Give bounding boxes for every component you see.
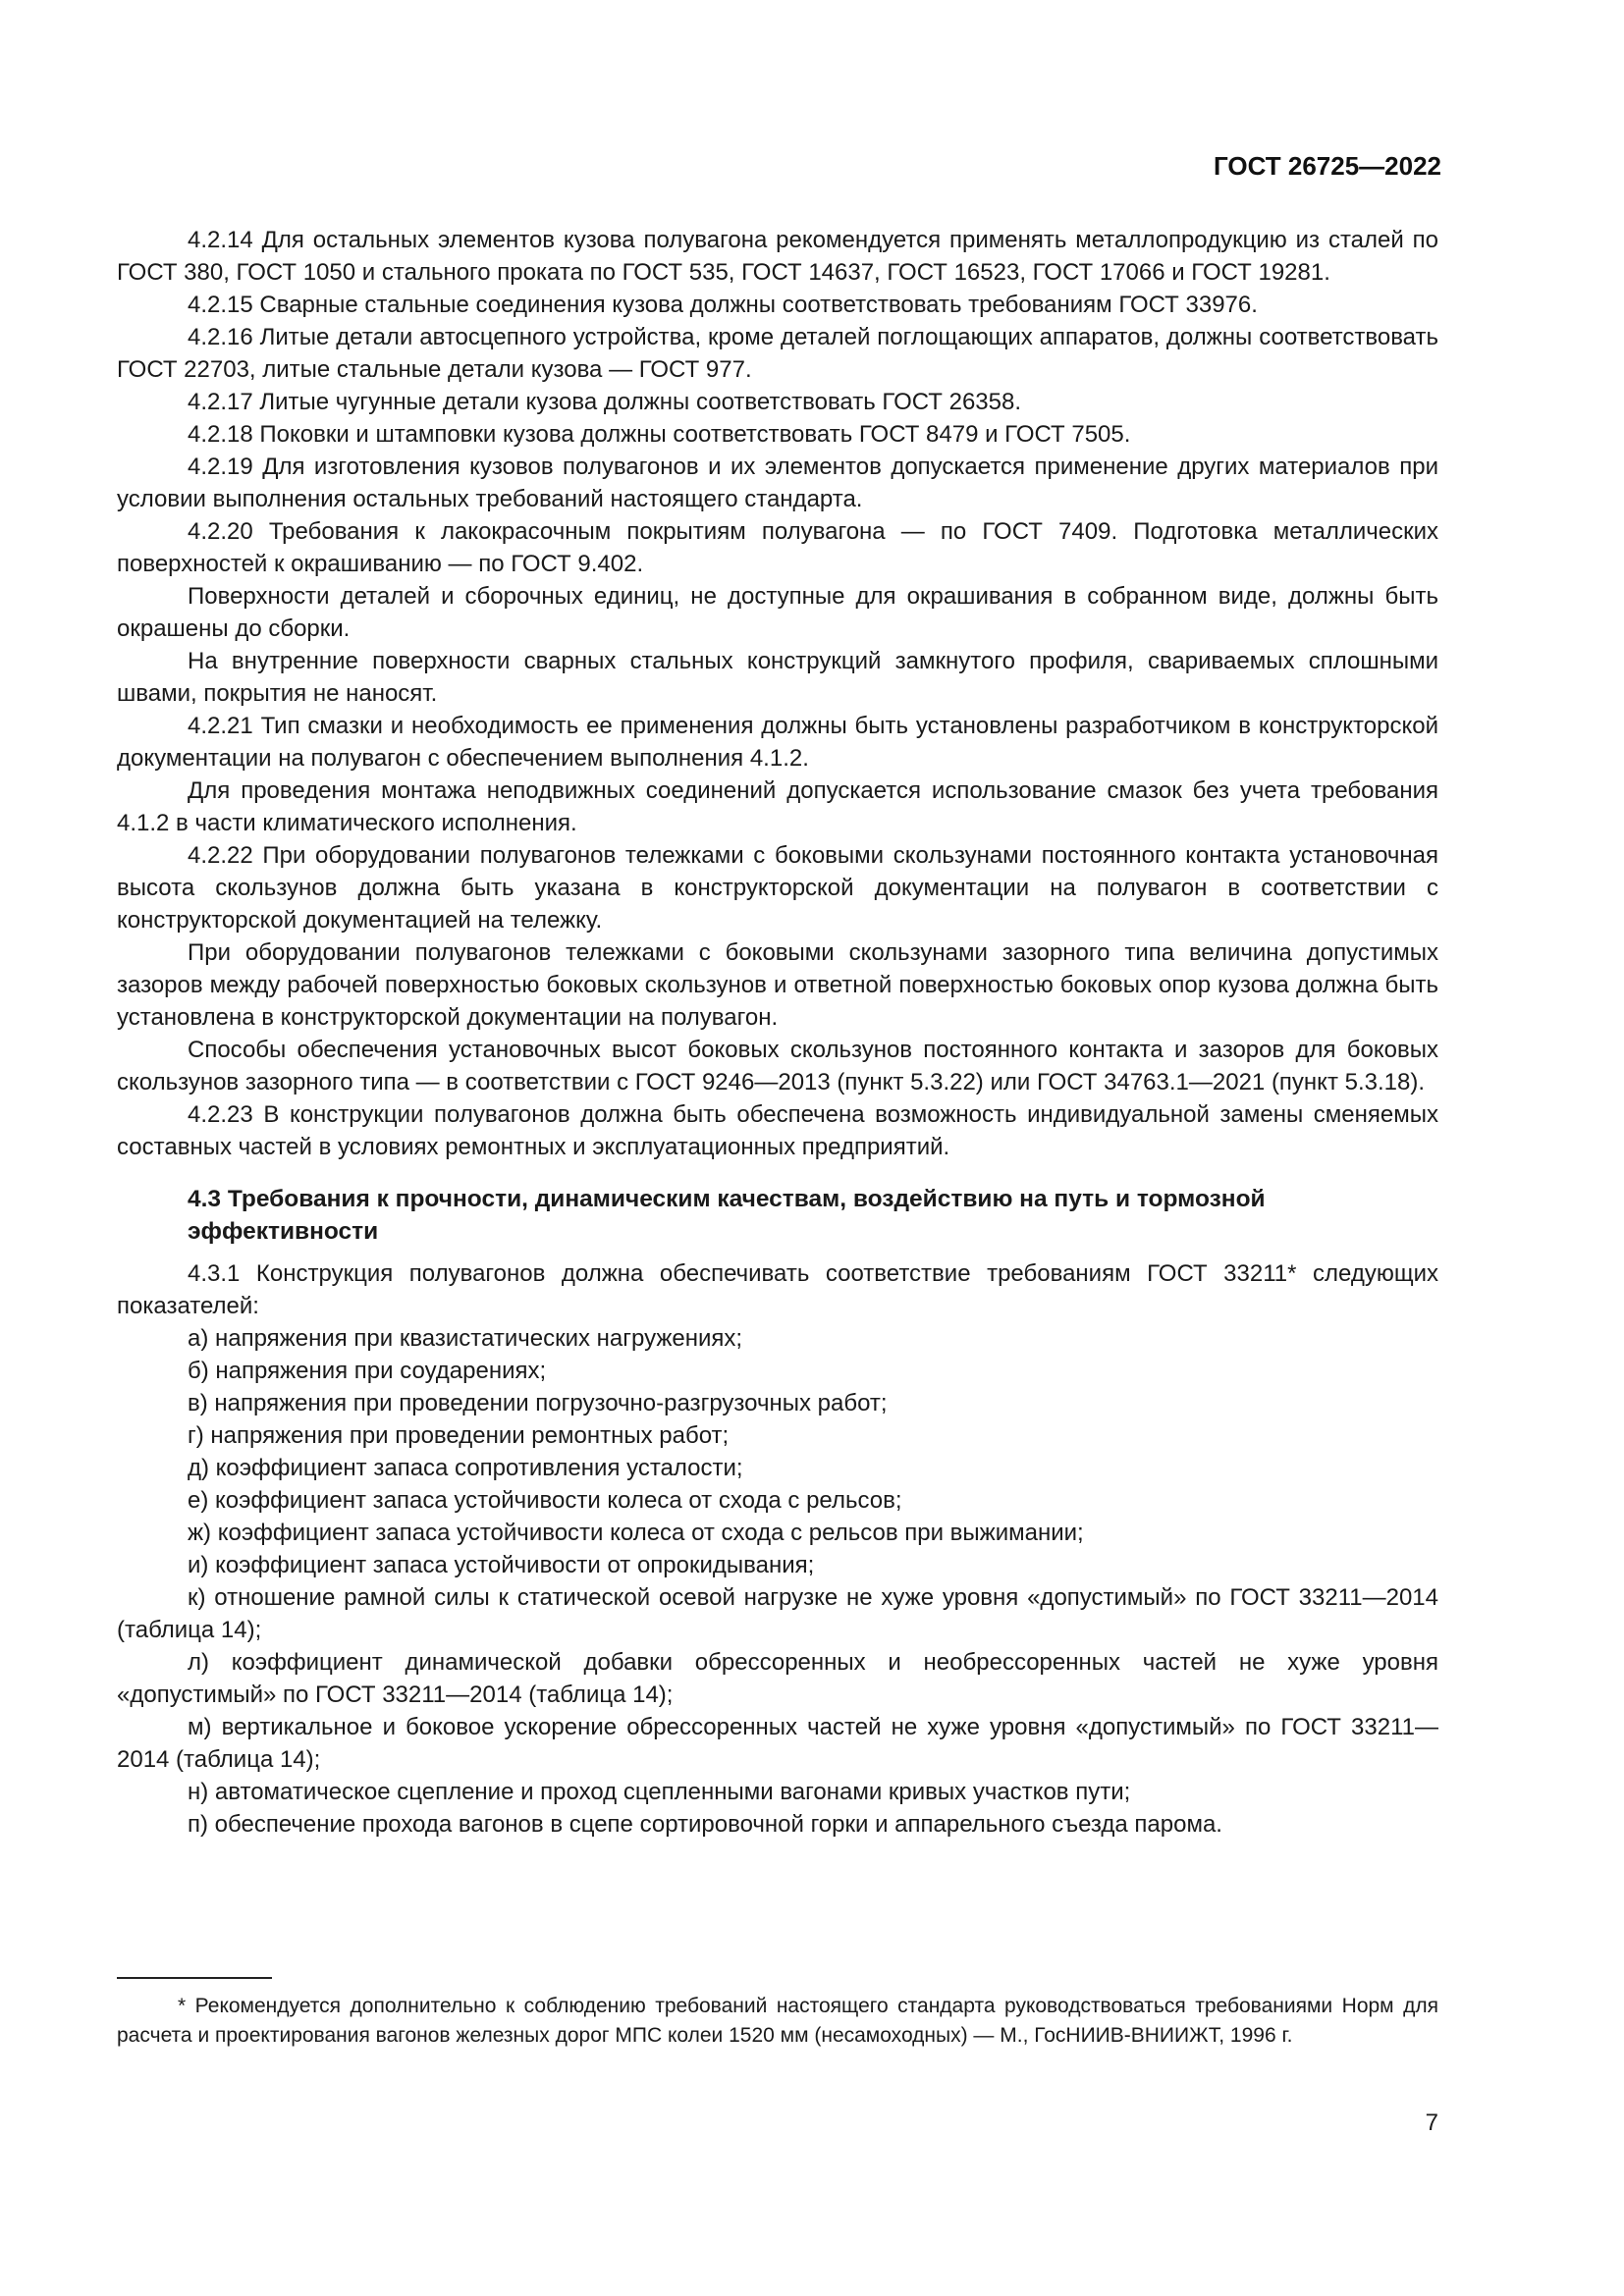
list-item: м) вертикальное и боковое ускорение обрессоренных частей не хуже уровня «допустимый» по ГОСТ 33211—2014 (таблица 14);: [117, 1714, 1438, 1773]
footnote: [117, 1992, 1438, 2051]
list-item: в) напряжения при проведении погрузочно-разгрузочных работ;: [188, 1390, 888, 1416]
paragraph: Способы обеспечения установочных высот боковых скользунов постоянного контакта и зазоров для боковых скользунов зазорного типа — в соответствии с ГОСТ 9246—2013 (пункт 5.3.22) или ГОСТ 34763.1—2021 (пункт 5.3.18).: [117, 1037, 1438, 1095]
list-item: и) коэффициент запаса устойчивости от опрокидывания;: [188, 1552, 815, 1578]
paragraph: На внутренние поверхности сварных стальных конструкций замкнутого профиля, свариваемых сплошными швами, покрытия не наносят.: [117, 648, 1438, 707]
list-item: п) обеспечение прохода вагонов в сцепе сортировочной горки и аппарельного съезда парома.: [188, 1811, 1222, 1838]
list-item: е) коэффициент запаса устойчивости колеса от схода с рельсов;: [188, 1487, 902, 1514]
list-item: н) автоматическое сцепление и проход сцепленными вагонами кривых участков пути;: [188, 1779, 1131, 1805]
list-item: ж) коэффициент запаса устойчивости колеса от схода с рельсов при выжимании;: [188, 1520, 1084, 1546]
list-item: д) коэффициент запаса сопротивления усталости;: [188, 1455, 743, 1481]
paragraph: 4.2.16 Литые детали автосцепного устройства, кроме деталей поглощающих аппаратов, должны соответствовать ГОСТ 22703, литые стальные детали кузова — ГОСТ 977.: [117, 324, 1438, 383]
paragraph: При оборудовании полувагонов тележками с боковыми скользунами зазорного типа величина допустимых зазоров между рабочей поверхностью боковых скользунов и ответной поверхностью боковых опор кузова должна быть установлена в конструкторской документации на полувагон.: [117, 939, 1438, 1031]
list-item: а) напряжения при квазистатических нагружениях;: [188, 1325, 743, 1352]
paragraph: 4.3.1 Конструкция полувагонов должна обеспечивать соответствие требованиям ГОСТ 33211* следующих показателей:: [117, 1260, 1438, 1319]
paragraph: 4.2.21 Тип смазки и необходимость ее применения должны быть установлены разработчиком в конструкторской документации на полувагон с обеспечением выполнения 4.1.2.: [117, 713, 1438, 772]
list-item: к) отношение рамной силы к статической осевой нагрузке не хуже уровня «допустимый» по ГОСТ 33211—2014 (таблица 14);: [117, 1584, 1438, 1643]
page-number: 7: [1425, 2109, 1438, 2136]
section-heading-4-3: 4.3 Требования к прочности, динамическим качествам, воздействию на путь и тормозной эффективности: [188, 1186, 1266, 1245]
list-item: л) коэффициент динамической добавки обрессоренных и необрессоренных частей не хуже уровня «допустимый» по ГОСТ 33211—2014 (таблица 14);: [117, 1649, 1438, 1708]
paragraph: 4.2.14 Для остальных элементов кузова полувагона рекомендуется применять металлопродукцию из сталей по ГОСТ 380, ГОСТ 1050 и стального проката по ГОСТ 535, ГОСТ 14637, ГОСТ 16523, ГОСТ 17066 и ГОСТ 19281.: [117, 227, 1438, 286]
paragraph: 4.2.18 Поковки и штамповки кузова должны соответствовать ГОСТ 8479 и ГОСТ 7505.: [188, 421, 1131, 448]
list-item: г) напряжения при проведении ремонтных работ;: [188, 1422, 730, 1449]
page-body: [117, 224, 1438, 1841]
paragraph: Для проведения монтажа неподвижных соединений допускается использование смазок без учета требования 4.1.2 в части климатического исполнения.: [117, 777, 1438, 836]
paragraph: 4.2.17 Литые чугунные детали кузова должны соответствовать ГОСТ 26358.: [188, 389, 1021, 415]
footnote-text: * Рекомендуется дополнительно к соблюдению требований настоящего стандарта руководствоваться требованиями Норм для расчета и проектирования вагонов железных дорог МПС колеи 1520 мм (несамоходных) — М., ГосНИИВ-ВНИИЖТ, 1996 г.: [117, 1995, 1438, 2047]
list-item: б) напряжения при соударениях;: [188, 1358, 547, 1384]
page-header-doc-code: ГОСТ 26725—2022: [1214, 151, 1441, 181]
paragraph: 4.2.15 Сварные стальные соединения кузова должны соответствовать требованиям ГОСТ 33976.: [188, 292, 1258, 318]
paragraph: 4.2.23 В конструкции полувагонов должна быть обеспечена возможность индивидуальной замены сменяемых составных частей в условиях ремонтных и эксплуатационных предприятий.: [117, 1101, 1438, 1160]
paragraph: 4.2.20 Требования к лакокрасочным покрытиям полувагона — по ГОСТ 7409. Подготовка металлических поверхностей к окрашиванию — по ГОСТ 9.402.: [117, 518, 1438, 577]
footnote-separator: [117, 1977, 272, 1979]
paragraph: 4.2.22 При оборудовании полувагонов тележками с боковыми скользунами постоянного контакта установочная высота скользунов должна быть указана в конструкторской документации на полувагон в соответствии с конструкторской документацией на тележку.: [117, 842, 1438, 934]
paragraph: Поверхности деталей и сборочных единиц, не доступные для окрашивания в собранном виде, должны быть окрашены до сборки.: [117, 583, 1438, 642]
paragraph: 4.2.19 Для изготовления кузовов полувагонов и их элементов допускается применение других материалов при условии выполнения остальных требований настоящего стандарта.: [117, 454, 1438, 512]
